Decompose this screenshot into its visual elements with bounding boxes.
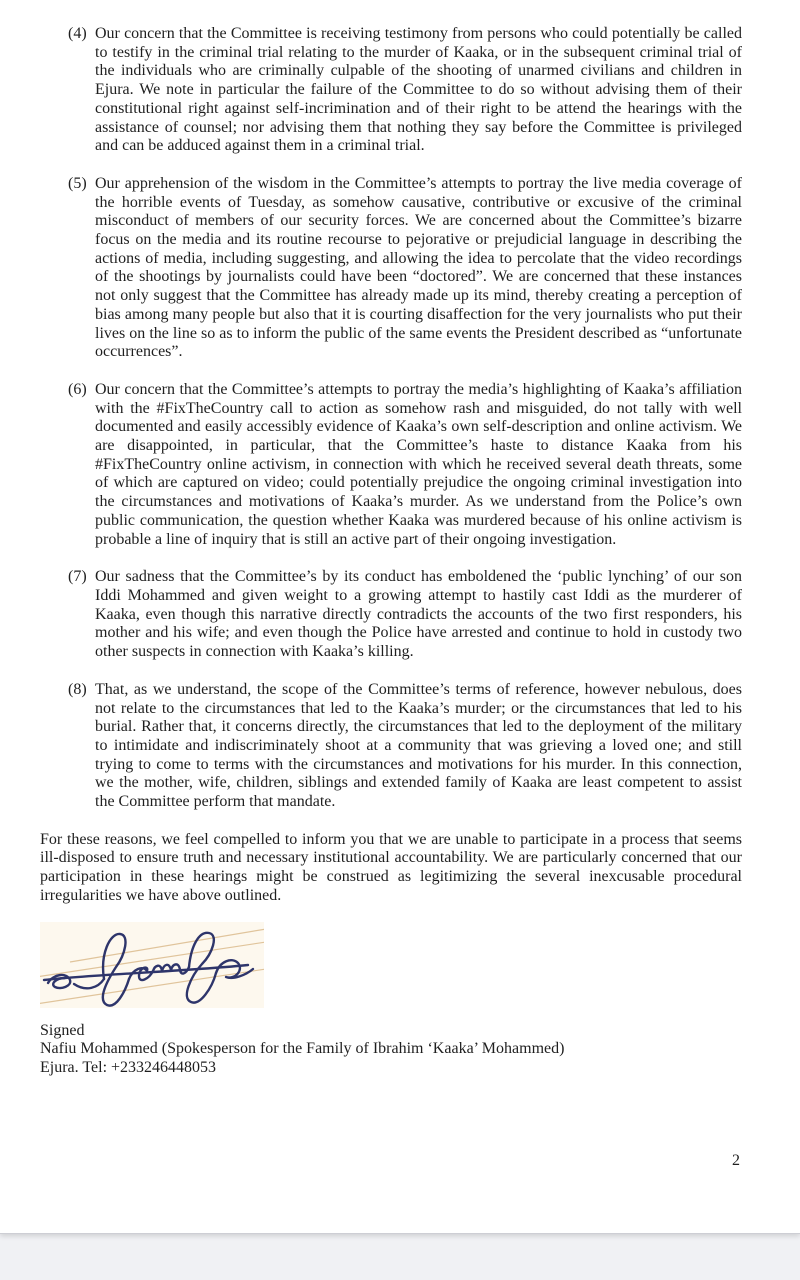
- paragraph-6-text: Our concern that the Committee’s attempts to portray the media’s highlighting of Kaaka’s affiliation with the #FixTheCountry call to action as somehow rash and misguided, do not tally with well documented and easily accessibly evidence of Kaaka’s own self-description and online activism. We are disappointed, in particular, that the Committee’s haste to distance Kaaka from his #FixTheCountry online activism, in connection with which he received several death threats, some of which are captured on video; could potentially prejudice the ongoing criminal investigation into the circumstances and motivations of Kaaka’s murder. As we understand from the Police’s own public communication, the question whether Kaaka was murdered because of his online activism is probable a line of inquiry that is still an active part of their ongoing investigation.: [95, 380, 742, 548]
- paragraph-6: [68, 381, 742, 549]
- paragraph-8-text: That, as we understand, the scope of the Committee’s terms of reference, however nebulous, does not relate to the circumstances that led to the Kaaka’s murder; or the circumstances that led to his burial. Rather that, it concerns directly, the circumstances that led to the deployment of the military to intimidate and indiscriminately shoot at a community that was grieving a loved one; and still trying to come to terms with the circumstances and motivations for his murder. In this connection, we the mother, wife, children, siblings and extended family of Kaaka are least competent to assist the Committee perform that mandate.: [95, 680, 742, 811]
- paragraph-4: [68, 25, 742, 156]
- paragraph-7-text: Our sadness that the Committee’s by its conduct has emboldened the ‘public lynching’ of our son Iddi Mohammed and given weight to a growing attempt to hastily cast Iddi as the murderer of Kaaka, even though this narrative directly contradicts the accounts of the two first responders, his mother and his wife; and even though the Police have arrested and continue to hold in custody two other suspects in connection with Kaaka’s killing.: [95, 568, 742, 661]
- signature-image: [40, 922, 264, 1008]
- paragraph-4-text: Our concern that the Committee is receiving testimony from persons who could potentially be called to testify in the criminal trial relating to the murder of Kaaka, or in the subsequent criminal trial of the individuals who are criminally culpable of the shooting of unarmed civilians and children in Ejura. We note in particular the failure of the Committee to do so without advising them of their constitutional right against self-incrimination and of their right to be attend the hearings with the assistance of counsel; nor advising them that nothing they say before the Committee is privileged and can be adduced against them in a criminal trial.: [95, 25, 742, 155]
- paragraph-8-marker: (8): [68, 680, 87, 698]
- paragraph-5-marker: (5): [68, 174, 87, 192]
- signoff-block: [40, 1022, 742, 1078]
- signed-label: Signed: [40, 1021, 85, 1039]
- paragraph-5-text: Our apprehension of the wisdom in the Committee’s attempts to portray the live media coverage of the horrible events of Tuesday, as somehow causative, contributive or excusive of the criminal misconduct of members of our security forces. We are concerned about the Committee’s bizarre focus on the media and its routine recourse to pejorative or prejudicial language in describing the actions of media, including suggesting, and allowing the idea to percolate that the video recordings of the shootings by journalists could have been “doctored”. We are concerned that these instances not only suggest that the Committee has already made up its mind, thereby creating a perception of bias among many people but also that it is courting disaffection for the very journalists who put their lives on the line so as to inform the public of the same events the President described as “unfortunate occurrences”.: [95, 174, 742, 361]
- paragraph-8: [68, 681, 742, 812]
- paragraph-5: [68, 175, 742, 362]
- signer-name-line: Nafiu Mohammed (Spokesperson for the Family of Ibrahim ‘Kaaka’ Mohammed): [40, 1040, 565, 1058]
- closing-paragraph: For these reasons, we feel compelled to inform you that we are unable to participate in a process that seems ill-disposed to ensure truth and necessary institutional accountability. We are particularly concerned that our participation in these hearings might be construed as legitimizing the several inexcusable procedural irregularities we have above outlined.: [40, 830, 742, 904]
- paragraph-7: [68, 568, 742, 662]
- signature-svg: [40, 922, 264, 1008]
- paragraph-7-marker: (7): [68, 568, 87, 586]
- page-number: 2: [732, 1152, 740, 1169]
- signer-contact-line: Ejura. Tel: +233246448053: [40, 1058, 217, 1076]
- paragraph-4-marker: (4): [68, 25, 87, 42]
- paragraph-6-marker: (6): [68, 380, 87, 398]
